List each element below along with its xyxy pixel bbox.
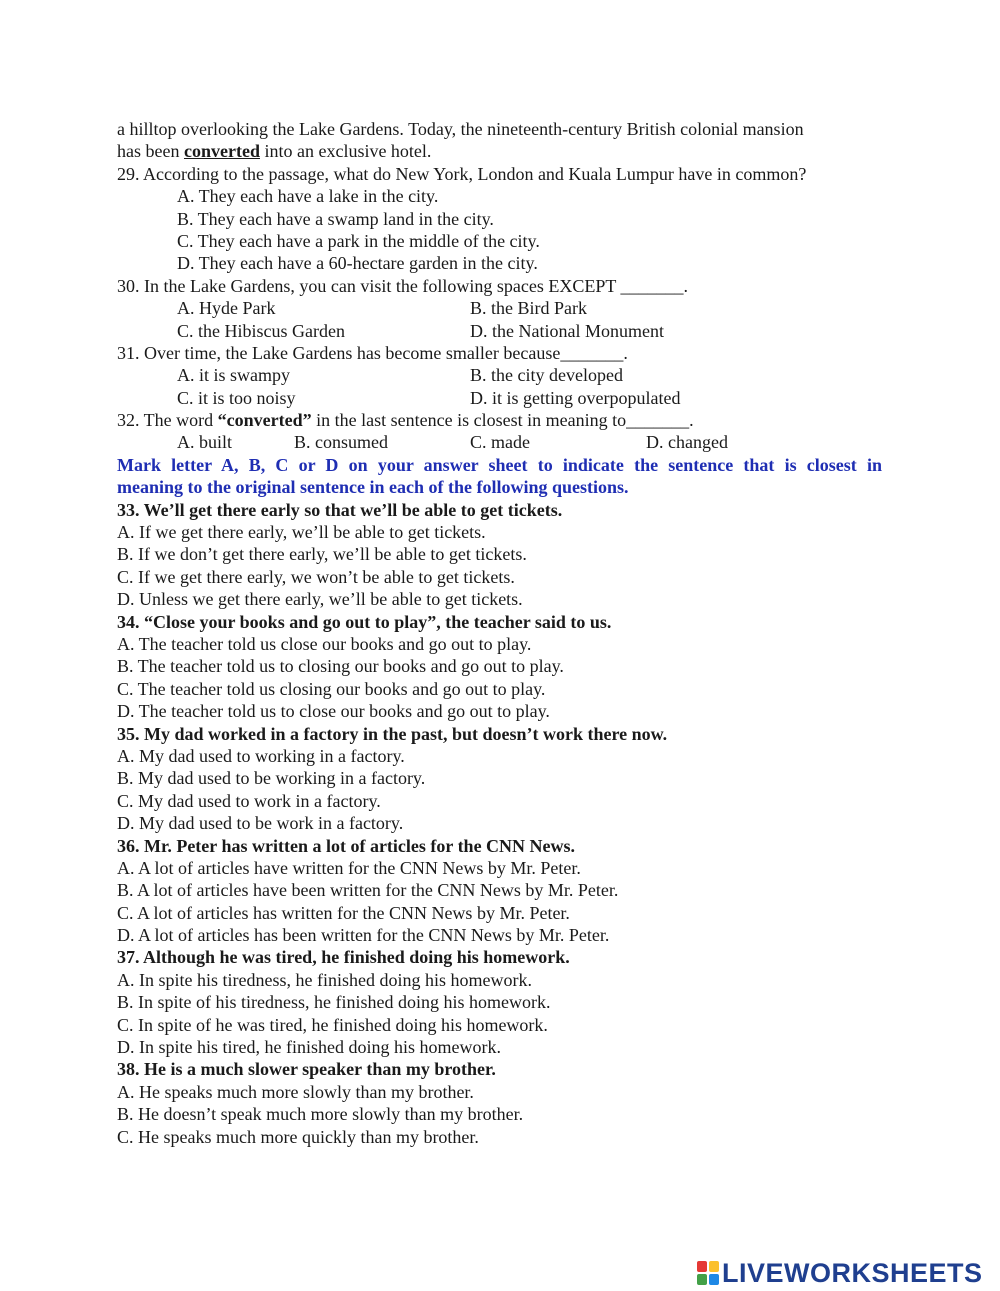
question-38-stem: 38. He is a much slower speaker than my brother. (117, 1059, 496, 1080)
answer-row (117, 364, 882, 386)
answer-option[interactable]: A. They each have a lake in the city. (177, 186, 439, 207)
answer-option[interactable]: A. If we get there early, we’ll be able to get tickets. (117, 522, 486, 543)
logo-square-red (697, 1261, 707, 1272)
answer-option[interactable]: C. it is too noisy (177, 387, 296, 408)
answer-option[interactable]: B. consumed (294, 432, 388, 453)
section-instruction: Mark letter A, B, C or D on your answer sheet to indicate the sentence that is closest in (117, 454, 882, 475)
answer-option[interactable]: C. In spite of he was tired, he finished doing his homework. (117, 1014, 548, 1035)
question-keyword: “converted” (217, 410, 312, 431)
answer-option[interactable]: A. The teacher told us close our books and go out to play. (117, 633, 532, 654)
answer-option[interactable]: B. They each have a swamp land in the city. (177, 208, 494, 229)
answer-option[interactable]: B. My dad used to be working in a factory. (117, 768, 426, 789)
answer-option[interactable]: D. Unless we get there early, we’ll be able to get tickets. (117, 589, 523, 610)
answer-option[interactable]: C. He speaks much more quickly than my brother. (117, 1126, 479, 1147)
passage-text: into an exclusive hotel. (259, 141, 432, 162)
passage-text: has been (117, 141, 184, 162)
liveworksheets-logo-icon (697, 1261, 719, 1285)
answer-option[interactable]: B. the city developed (470, 365, 623, 386)
question-30-stem: 30. In the Lake Gardens, you can visit the following spaces EXCEPT _______. (117, 275, 689, 296)
answer-option[interactable]: A. Hyde Park (177, 298, 276, 319)
answer-option[interactable]: D. In spite his tired, he finished doing his homework. (117, 1037, 501, 1058)
answer-option[interactable]: C. The teacher told us closing our books and go out to play. (117, 678, 546, 699)
question-text: 32. The word (117, 410, 218, 431)
answer-option[interactable]: C. made (470, 432, 530, 453)
answer-row (117, 387, 882, 409)
answer-option[interactable]: B. If we don’t get there early, we’ll be able to get tickets. (117, 544, 527, 565)
answer-option[interactable]: D. A lot of articles has been written for the CNN News by Mr. Peter. (117, 925, 610, 946)
question-31-stem: 31. Over time, the Lake Gardens has become smaller because_______. (117, 342, 628, 363)
question-29-stem: 29. According to the passage, what do New York, London and Kuala Lumpur have in common? (117, 163, 807, 184)
answer-option[interactable]: A. it is swampy (177, 365, 291, 386)
answer-option[interactable]: B. the Bird Park (470, 298, 587, 319)
answer-option[interactable]: A. He speaks much more slowly than my brother. (117, 1081, 474, 1102)
answer-option[interactable]: A. My dad used to working in a factory. (117, 745, 405, 766)
logo-square-green (697, 1274, 707, 1285)
answer-option[interactable]: C. If we get there early, we won’t be able to get tickets. (117, 566, 515, 587)
answer-row (117, 297, 882, 319)
answer-row (117, 431, 882, 453)
liveworksheets-logo-text: LIVEWORKSHEETS (722, 1257, 983, 1288)
answer-row (117, 320, 882, 342)
answer-option[interactable]: C. A lot of articles has written for the CNN News by Mr. Peter. (117, 902, 570, 923)
logo-square-yellow (709, 1261, 719, 1272)
logo-square-blue (709, 1274, 719, 1285)
question-32-stem (117, 409, 882, 431)
answer-option[interactable]: D. changed (646, 432, 728, 453)
answer-option[interactable]: C. the Hibiscus Garden (177, 320, 345, 341)
answer-option[interactable]: D. My dad used to be work in a factory. (117, 813, 404, 834)
question-34-stem: 34. “Close your books and go out to play”, the teacher said to us. (117, 611, 612, 632)
answer-option[interactable]: C. They each have a park in the middle of the city. (177, 230, 540, 251)
answer-option[interactable]: D. The teacher told us to close our books and go out to play. (117, 701, 550, 722)
passage-keyword: converted (183, 141, 260, 162)
liveworksheets-logo[interactable] (697, 1258, 983, 1288)
passage-line-2 (117, 140, 882, 162)
question-36-stem: 36. Mr. Peter has written a lot of articles for the CNN News. (117, 835, 576, 856)
passage-line-1: a hilltop overlooking the Lake Gardens. Today, the nineteenth-century British colonial mansion (117, 119, 804, 139)
section-instruction: meaning to the original sentence in each of the following questions. (117, 477, 629, 498)
answer-option[interactable]: A. built (177, 432, 233, 453)
answer-option[interactable]: B. A lot of articles have been written for the CNN News by Mr. Peter. (117, 880, 619, 901)
answer-option[interactable]: D. it is getting overpopulated (470, 387, 681, 408)
answer-option[interactable]: C. My dad used to work in a factory. (117, 790, 381, 811)
answer-option[interactable]: D. They each have a 60-hectare garden in the city. (177, 253, 538, 274)
question-text: in the last sentence is closest in meaning to_______. (311, 410, 694, 431)
question-37-stem: 37. Although he was tired, he finished doing his homework. (117, 947, 570, 968)
answer-option[interactable]: B. In spite of his tiredness, he finished doing his homework. (117, 992, 551, 1013)
answer-option[interactable]: A. In spite his tiredness, he finished doing his homework. (117, 969, 532, 990)
worksheet-page (117, 118, 882, 1148)
question-35-stem: 35. My dad worked in a factory in the past, but doesn’t work there now. (117, 723, 668, 744)
answer-option[interactable]: A. A lot of articles have written for the CNN News by Mr. Peter. (117, 857, 581, 878)
question-33-stem: 33. We’ll get there early so that we’ll be able to get tickets. (117, 499, 563, 520)
answer-option[interactable]: B. He doesn’t speak much more slowly than my brother. (117, 1104, 524, 1125)
answer-option[interactable]: B. The teacher told us to closing our books and go out to play. (117, 656, 564, 677)
answer-option[interactable]: D. the National Monument (470, 320, 664, 341)
